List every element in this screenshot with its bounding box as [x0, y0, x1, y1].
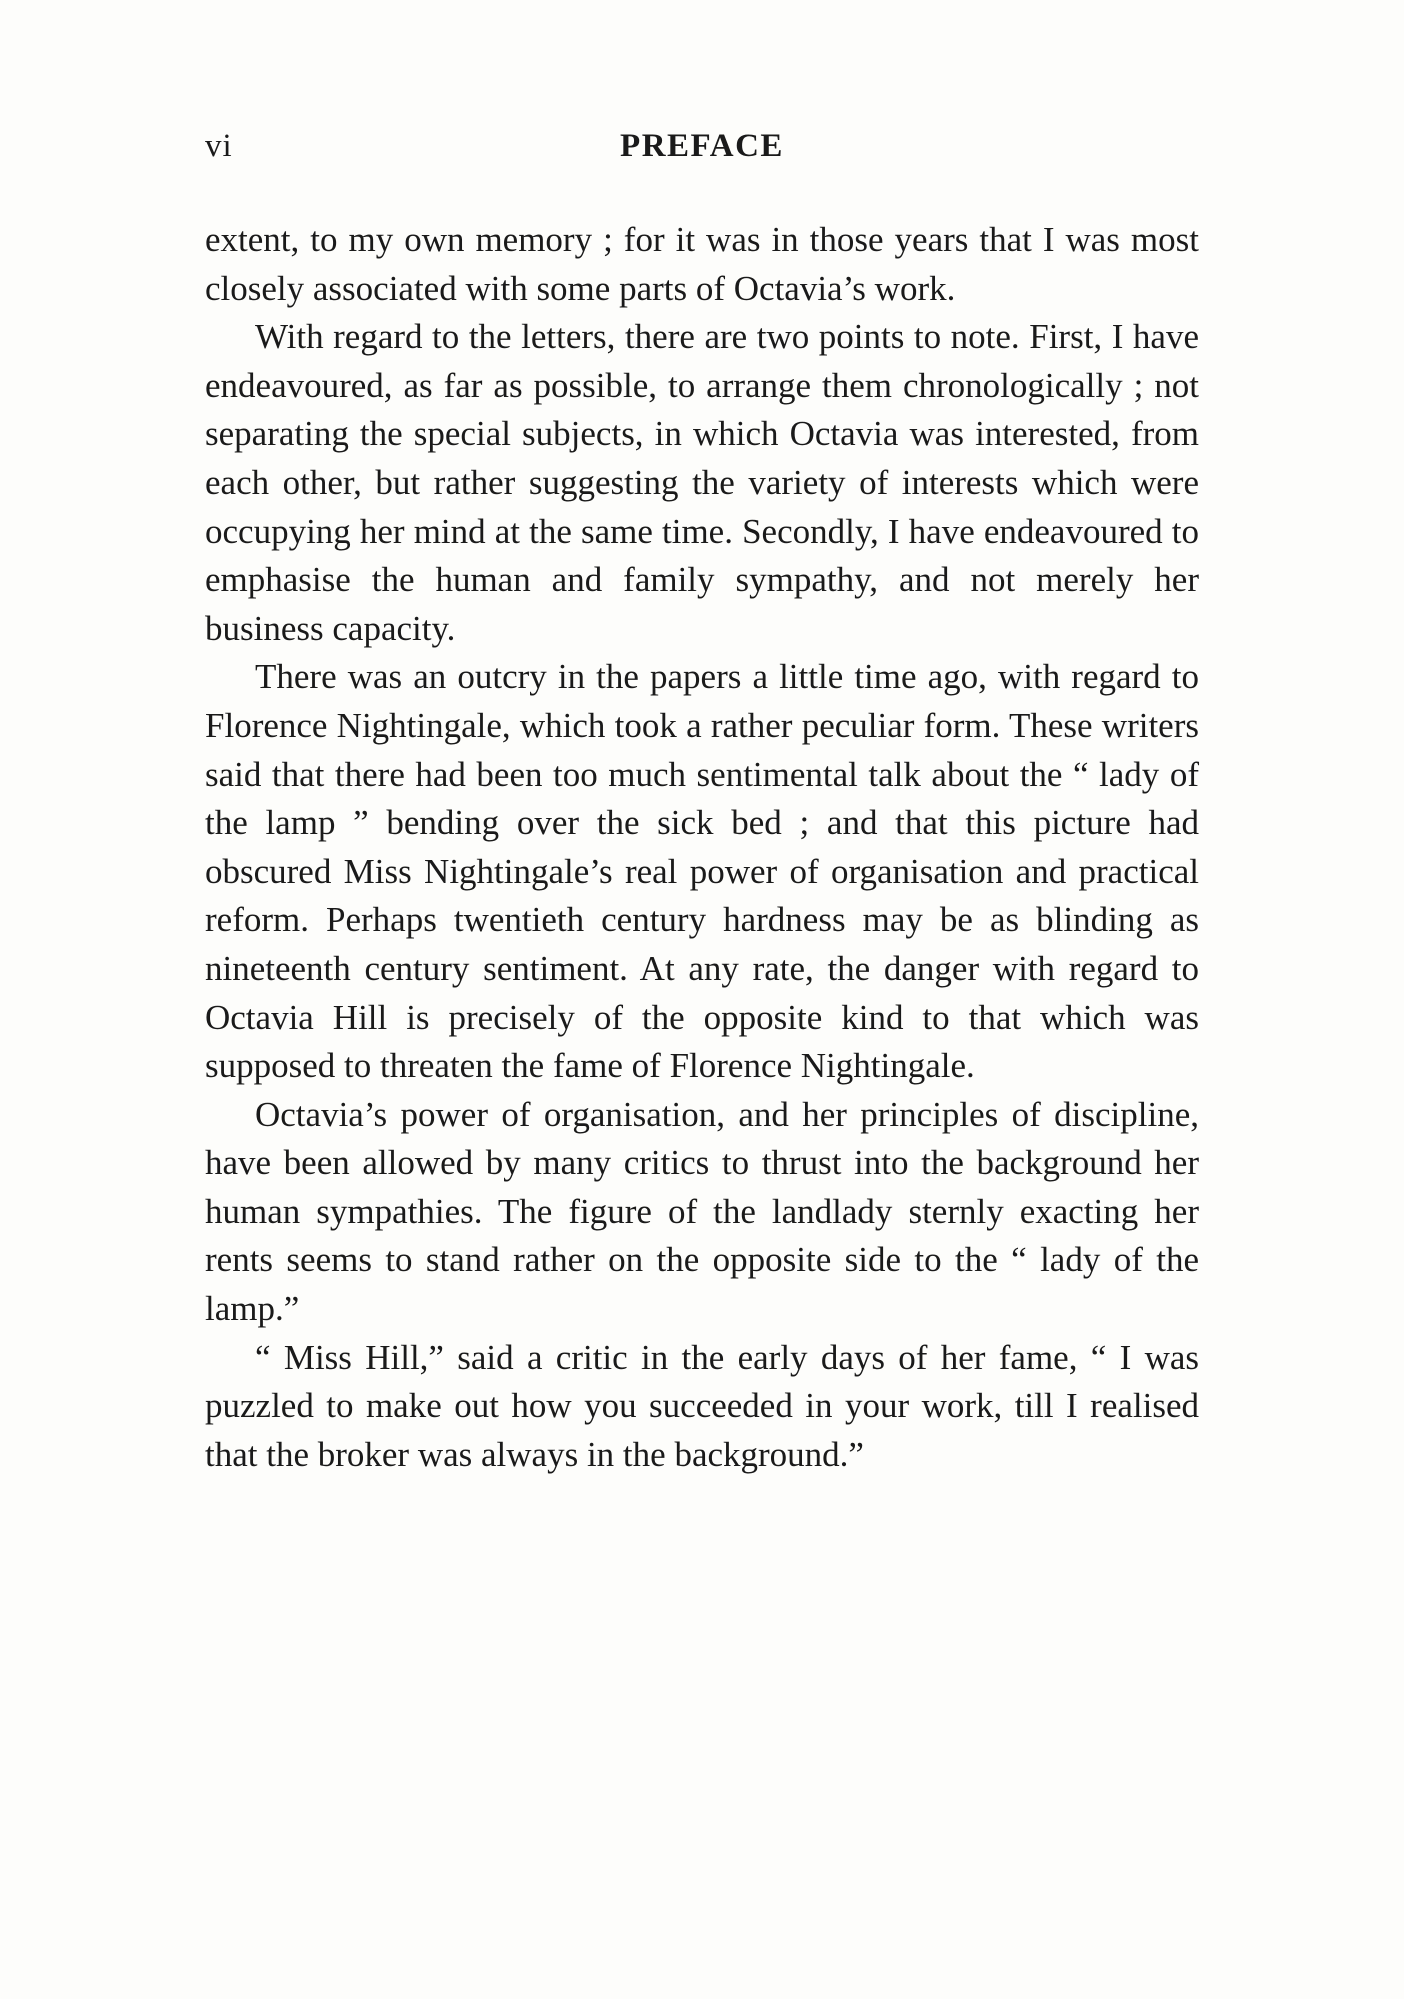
page-number: vi	[205, 128, 233, 164]
running-head	[205, 128, 1199, 176]
paragraph-letters: With regard to the letters, there are two points to note. First, I have endeavoured, as far as possible, to arrange them chronologically ; not separating the special subjects, in which Octavia was interested, from each other, but rather suggesting the variety of interests which were occupying her mind at the same time. Secondly, I have endeavoured to emphasise the human and family sympathy, and not merely her business capacity.	[205, 317, 1199, 648]
body-text	[205, 216, 1199, 1479]
paragraph-nightingale: There was an outcry in the papers a little time ago, with regard to Florence Nightingale, which took a rather peculiar form. These writers said that there had been too much sentimental talk about the “ lady of the lamp ” bending over the sick bed ; and that this picture had obscured Miss Nightingale’s real power of organisation and practical reform. Perhaps twentieth century hardness may be as blinding as nineteenth century sentiment. At any rate, the danger with regard to Octavia Hill is precisely of the opposite kind to that which was supposed to threaten the fame of Florence Nightingale.	[205, 657, 1199, 1086]
paragraph-organisation: Octavia’s power of organisation, and her principles of discipline, have been allowed by many critics to thrust into the background her human sympathies. The figure of the landlady sternly exacting her rents seems to stand rather on the opposite side to the “ lady of the lamp.”	[205, 1094, 1199, 1329]
running-title: PREFACE	[620, 128, 784, 164]
paragraph-continued: extent, to my own memory ; for it was in those years that I was most closely associated with some parts of Octavia’s work.	[205, 220, 1199, 308]
paragraph-critic-quote: “ Miss Hill,” said a critic in the early days of her fame, “ I was puzzled to make out how you succeeded in your work, till I realised that the broker was always in the background.”	[205, 1337, 1199, 1474]
